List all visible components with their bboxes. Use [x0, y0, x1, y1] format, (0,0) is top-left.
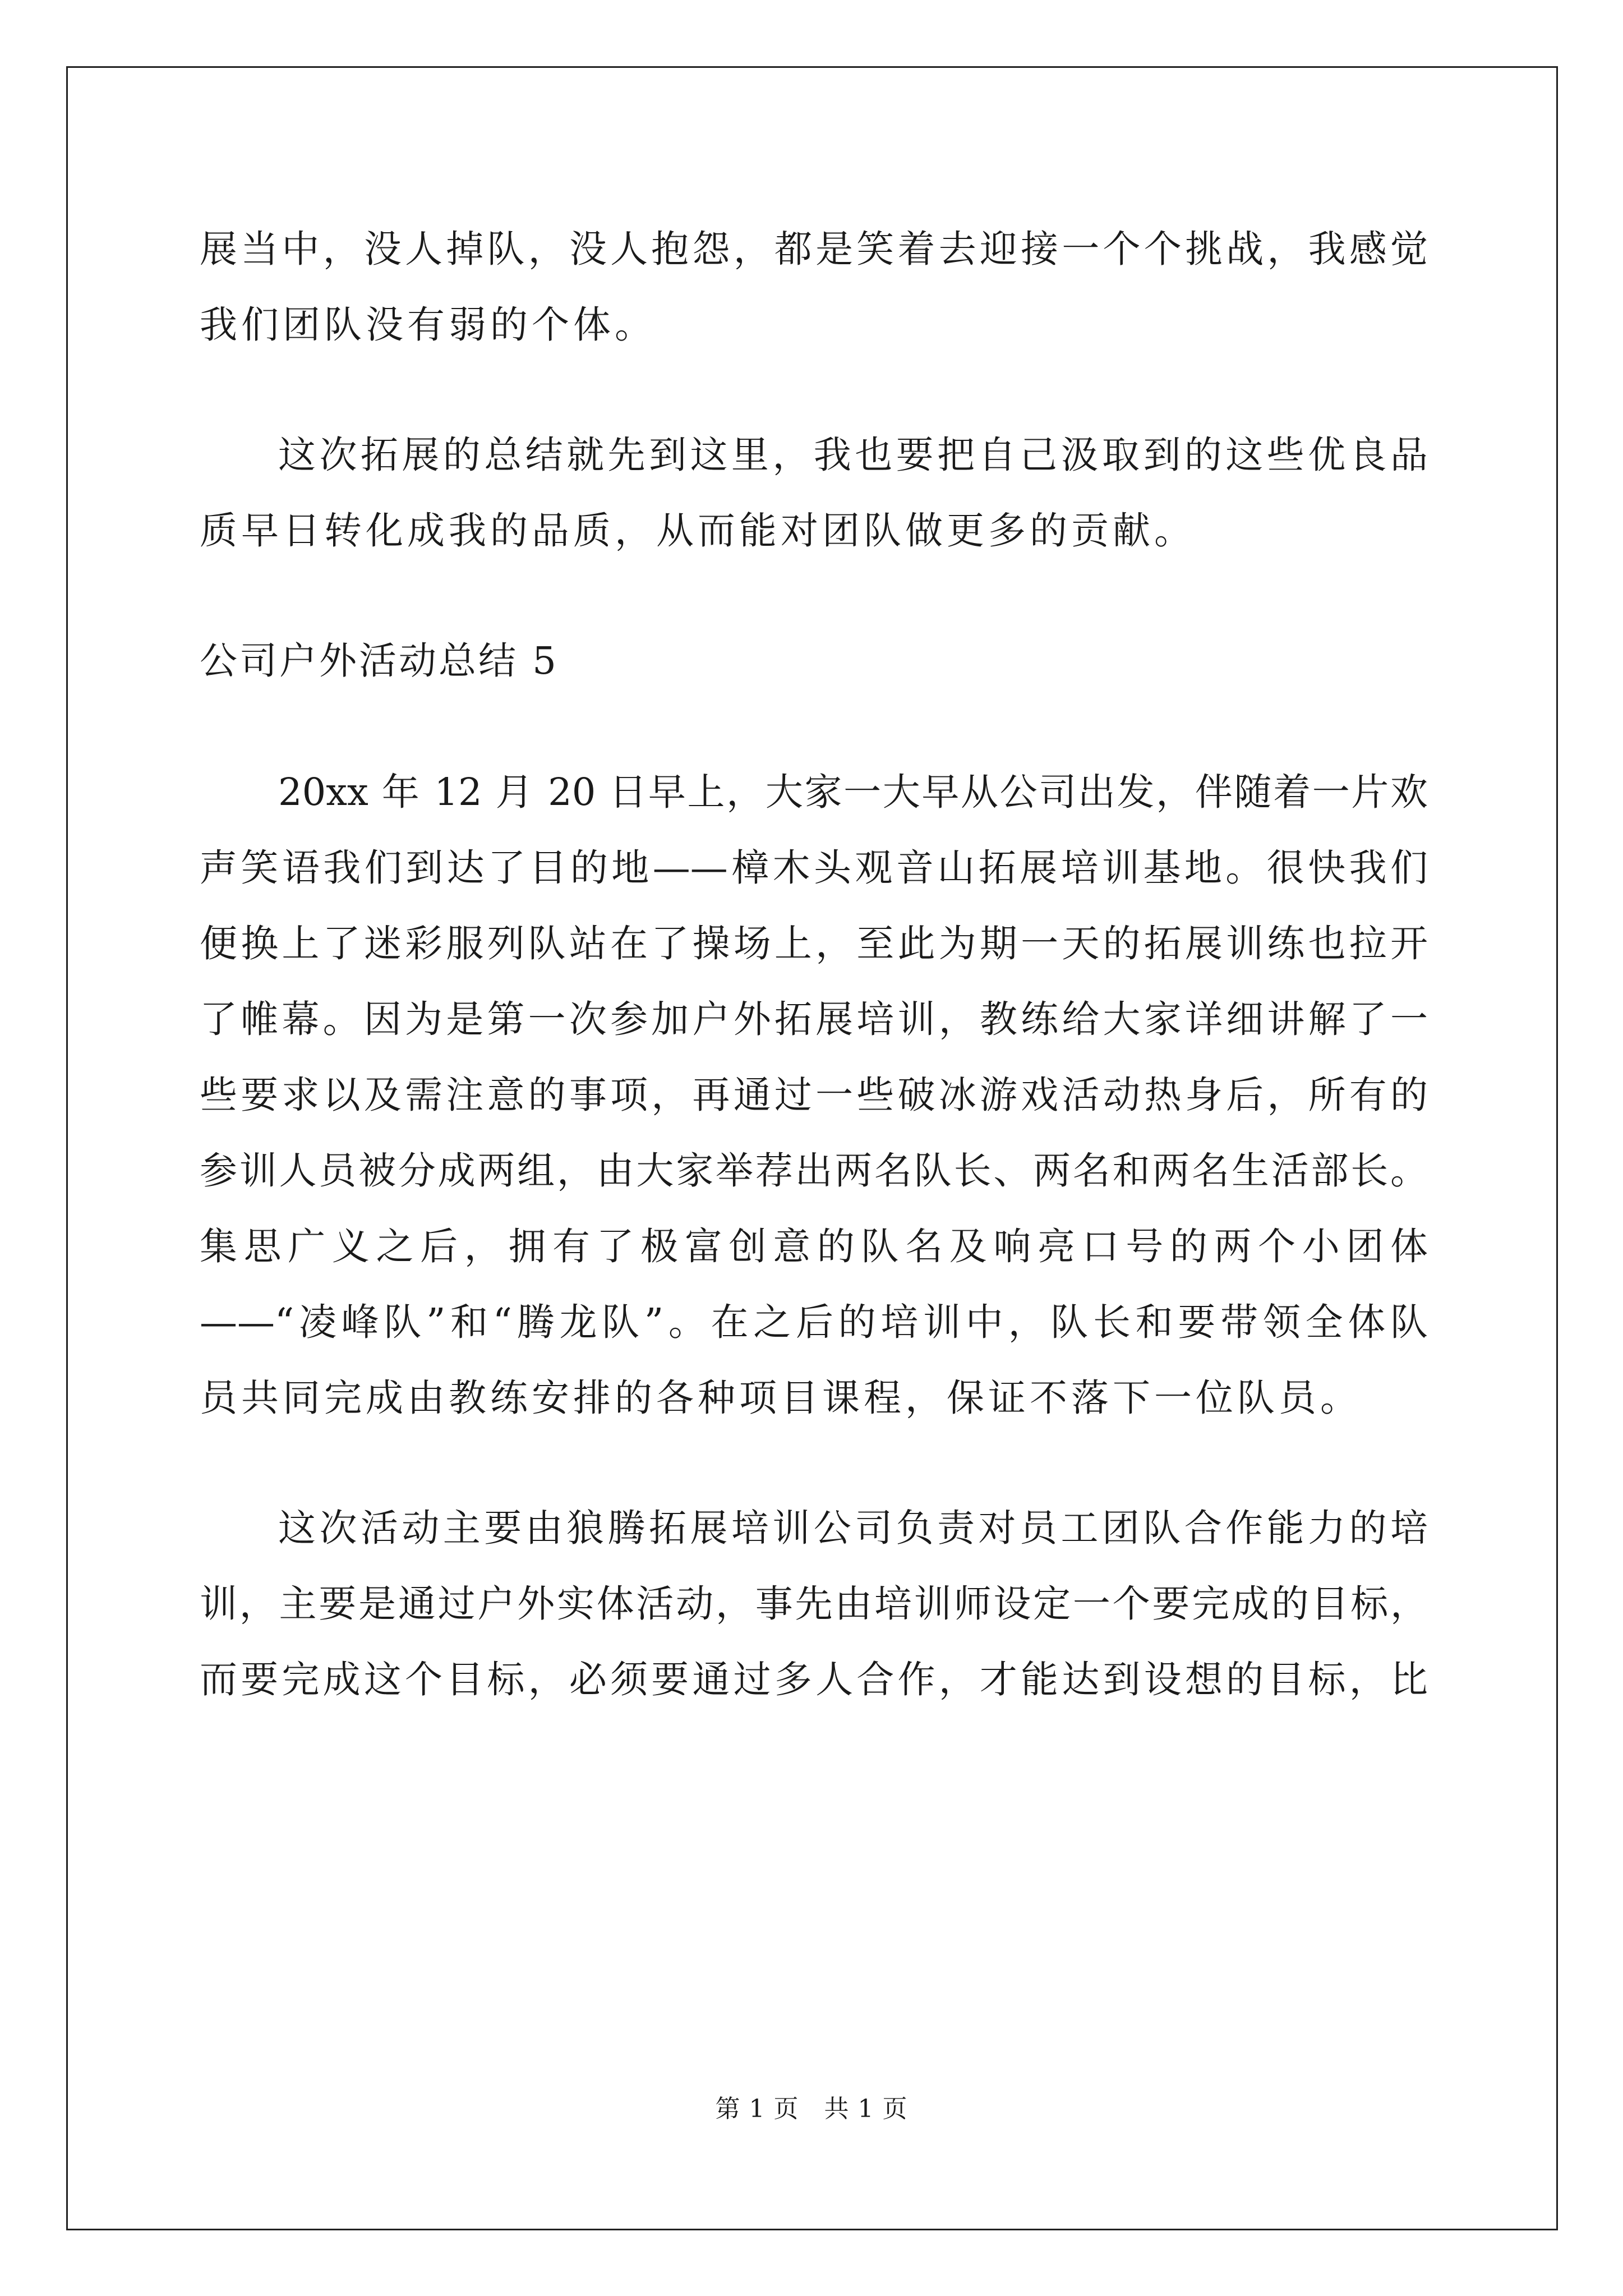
paragraph-line: ——“凌峰队”和“腾龙队”。在之后的培训中，队长和要带领全体队 — [200, 1300, 1428, 1344]
paragraph-line: 了帷幕。因为是第一次参加户外拓展培训，教练给大家详细讲解了一 — [200, 997, 1428, 1041]
paragraph-line: 而要完成这个目标，必须要通过多人合作，才能达到设想的目标，比 — [200, 1658, 1428, 1701]
paragraph-line: 员共同完成由教练安排的各种项目课程，保证不落下一位队员。 — [200, 1376, 1362, 1420]
paragraph-line: 质早日转化成我的品质，从而能对团队做更多的贡献。 — [200, 509, 1196, 553]
section-heading: 公司户外活动总结 5 — [200, 639, 559, 683]
paragraph-line: 这次拓展的总结就先到这里，我也要把自己汲取到的这些优良品 — [278, 433, 1428, 477]
page-number: 第 1 页 共 1 页 — [715, 2095, 908, 2123]
paragraph-line: 便换上了迷彩服列队站在了操场上，至此为期一天的拓展训练也拉开 — [200, 922, 1428, 965]
paragraph-line: 集思广义之后，拥有了极富创意的队名及响亮口号的两个小团体 — [200, 1225, 1428, 1268]
paragraph-line: 些要求以及需注意的事项，再通过一些破冰游戏活动热身后，所有的 — [200, 1073, 1428, 1117]
paragraph-line: 训，主要是通过户外实体活动，事先由培训师设定一个要完成的目标， — [200, 1582, 1428, 1626]
paragraph-line: 20xx 年 12 月 20 日早上，大家一大早从公司出发，伴随着一片欢 — [278, 770, 1428, 814]
paragraph-line: 声笑语我们到达了目的地——樟木头观音山拓展培训基地。很快我们 — [200, 846, 1428, 890]
paragraph-line: 这次活动主要由狼腾拓展培训公司负责对员工团队合作能力的培 — [278, 1506, 1428, 1550]
paragraph-line: 参训人员被分成两组，由大家举荐出两名队长、两名和两名生活部长。 — [200, 1149, 1428, 1193]
paragraph-line: 展当中，没人掉队，没人抱怨，都是笑着去迎接一个个挑战，我感觉 — [200, 227, 1428, 271]
paragraph-line: 我们团队没有弱的个体。 — [200, 303, 656, 347]
